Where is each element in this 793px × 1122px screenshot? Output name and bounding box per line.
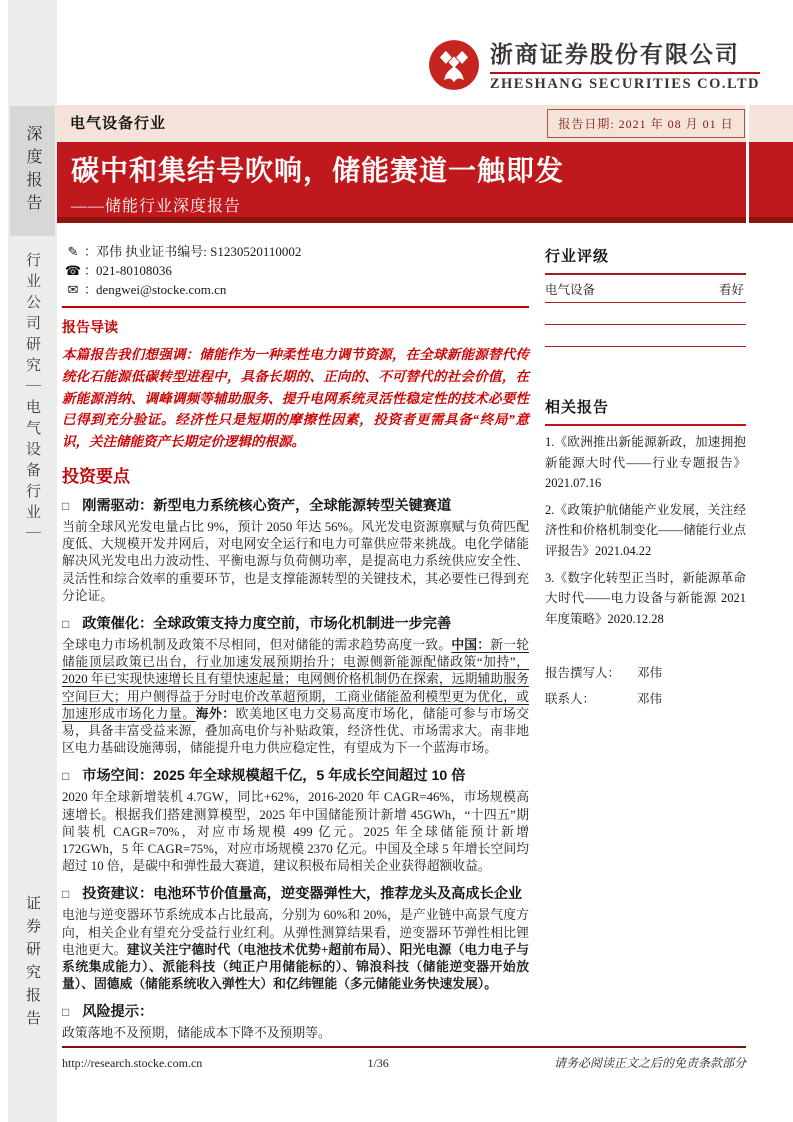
company-logo [428, 36, 760, 93]
square-bullet-icon: □ [62, 887, 70, 902]
content-area [62, 237, 746, 1045]
analyst-contact-block [62, 237, 529, 299]
author-name: 邓伟 [637, 666, 663, 681]
zheshang-logo-icon [428, 39, 480, 91]
phone-icon: ☎ [64, 263, 82, 278]
b4-seg-plain: 电池与逆变器环节系统成本占比最高，分别为 60%和 20%，是产业链中高景气度方向，相关企业有望充分受益行业红利。从弹性测算结果看，逆变器环节弹性相比锂电池更大。 [62, 908, 529, 957]
email-address[interactable]: dengwei@stocke.com.cn [96, 282, 227, 297]
phone-number: 021-80108036 [96, 263, 172, 278]
authors-block [545, 660, 746, 712]
bullet-3-title-text: 市场空间：2025 年全球规模超千亿，5 年成长空间超过 10 倍 [82, 768, 466, 785]
report-subtitle: ——储能行业深度报告 [71, 198, 242, 215]
contact-person-row [545, 686, 746, 712]
b2-seg-china: 中国： [451, 638, 491, 652]
company-name-en: ZHESHANG SECURITIES CO.LTD [489, 76, 760, 92]
intro-paragraph: 本篇报告我们想强调：储能作为一种柔性电力调节资源，在全球新能源替代传统化石能源低碳转型进程中，具备长期的、正向的、不可替代的社会价值，在新能源消纳、调峰调频等辅助服务、提升电网系统灵活性稳定性的技术必要性已得到充分验证。经济性只是短期的摩擦性因素，投资者更需具备“终局”意识，关注储能资产长期定价逻辑的根源。 [62, 347, 529, 450]
left-sidebar [8, 0, 57, 1122]
rating-industry: 电气设备 [545, 283, 596, 297]
b2-seg-plain: 全球电力市场机制及政策不尽相同，但对储能的需求趋势高度一致。 [62, 638, 452, 652]
intro-heading: 报告导读 [62, 319, 118, 335]
colon: ： [84, 263, 98, 278]
depth-report-tag [10, 106, 55, 236]
bullet-2-title-text: 政策催化：全球政策支持力度空前，市场化机制进一步完善 [82, 616, 452, 632]
bullet-3-title [62, 765, 529, 785]
envelope-icon: ✉ [67, 282, 79, 297]
title-banner [57, 142, 793, 223]
sidebar-research-label: 证券研究报告 [24, 895, 40, 1033]
banner-divider [746, 105, 749, 229]
bullet-3-body: 2020 年全球新增装机 4.7GW，同比+62%，2016-2020 年 CAGR=46%，市场规模高速增长。根据我们搭建测算模型，2025 年中国储能预计新增 45GWh，“十四五”期间装机 CAGR=70%，对应市场规模 499 亿元。2025 年全球储能预计新增 172GWh，5 年 CAGR=75%，对应市场规模 2370 亿元。中国及全球 5 年增长空间均超过 10 倍，是碳中和弹性最大赛道，建议积极布局相关企业获得超额收益。 [62, 790, 529, 874]
main-column [62, 237, 529, 1045]
page-footer [62, 1046, 746, 1071]
bullet-1-title-text: 刚需驱动：新型电力系统核心资产，全球能源转型关键赛道 [82, 497, 452, 514]
rating-empty-row [545, 303, 746, 325]
bullet-5-title [62, 1001, 529, 1021]
rating-empty-row [545, 325, 746, 347]
b2-seg-overseas-detail: 欧美地区电力交易高度市场化，储能可参与市场交易，具备丰富受益来源，叠加高电价与补贴政策，经济性优、市场需求大。南非地区电力基础设施薄弱，储能提升电力供应稳定性，有望成为下一个蓝海市场。 [62, 706, 530, 756]
depth-report-label: 深度报告 [24, 125, 41, 217]
page-number: 1/36 [367, 1056, 389, 1070]
disclaimer-note: 请务必阅读正文之后的免责条款部分 [553, 1056, 746, 1070]
phone-row [62, 261, 529, 280]
report-date-box: 报告日期: 2021 年 08 月 01 日 [547, 109, 745, 138]
bullet-1-body: 当前全球风光发电量占比 9%，预计 2050 年达 56%。风光发电资源禀赋与负荷匹配度低、大规模开发并网后，对电网安全运行和电力可靠供应带来挑战。电化学储能解决风光发电出力波动性、平衡电源与负荷侧功率，是提高电力系统供应安全性、灵活性和综合效率的重要环节，也是支撑能源转型的关键技术，其必要性已得到充分论证。 [62, 519, 529, 603]
sidebar-column [545, 237, 746, 1045]
rating-value: 看好 [718, 283, 744, 297]
b2-seg-china-detail: 新一轮储能顶层政策已出台，行业加速发展预期抬升；电源侧新能源配储政策“加持”，2020 年已实现快速增长且有望快速起量；电网侧价格机制仍在探索，远期辅助服务空间巨大；用户侧得益于分时电价改革超预期，工商业储能盈利模型更为优化，或加速形成市场化力量。 [62, 638, 530, 721]
industry-title: 电气设备行业 [70, 115, 167, 132]
related-report-item[interactable]: 2.《政策护航储能产业发展，关注经济性和价格机制变化——储能行业点评报告》2021.04.22 [545, 502, 746, 558]
bullet-2-body [62, 637, 529, 757]
related-report-item[interactable]: 3.《数字化转型正当时，新能源革命大时代——电力设备与新能源 2021 年度策略》2020.12.28 [545, 570, 746, 626]
bullet-4-title [62, 883, 529, 903]
colon: ： [84, 244, 98, 259]
header-strip [57, 105, 793, 142]
square-bullet-icon: □ [62, 617, 70, 631]
contact-person-name: 邓伟 [637, 692, 663, 707]
author-row [545, 660, 746, 686]
related-report-item[interactable]: 1.《欧洲推出新能源新政，加速拥抱新能源大时代——行业专题报告》2021.07.16 [545, 435, 746, 491]
colon: ： [84, 282, 98, 297]
bullet-5-body: 政策落地不及预期，储能成本下降不及预期等。 [62, 1026, 331, 1041]
bullet-5-title-text: 风险提示： [82, 1004, 154, 1021]
square-bullet-icon: □ [62, 1005, 70, 1020]
contact-divider [62, 306, 529, 308]
square-bullet-icon: □ [62, 769, 70, 784]
research-url[interactable]: http://research.stocke.com.cn [62, 1056, 203, 1070]
analyst-row [62, 242, 529, 261]
b2-seg-overseas: 海外： [195, 706, 236, 721]
company-name-cn: 浙商证券股份有限公司 [490, 36, 760, 74]
contact-person-label: 联系人： [545, 692, 596, 707]
bullet-4-title-text: 投资建议：电池环节价值量高，逆变器弹性大，推荐龙头及高成长企业 [82, 886, 523, 903]
bullet-4-body [62, 907, 529, 993]
bullet-1-title [62, 495, 529, 515]
analyst-name-license: 邓伟 执业证书编号: S1230520110002 [96, 244, 302, 259]
sidebar-category-label: 行业公司研究｜电气设备行业｜ [24, 252, 40, 546]
email-row [62, 280, 529, 299]
bullet-2-title [62, 613, 529, 633]
b4-seg-recommendations: 建议关注宁德时代（电池技术优势+超前布局）、阳光电源（电力电子与系统集成能力）、派能科技（纯正户用储能标的）、锦浪科技（储能逆变器开始放量）、固德威（储能系统收入弹性大）和亿纬锂能（多元储能业务快速发展）。 [62, 942, 530, 992]
keypoints-heading: 投资要点 [62, 466, 130, 486]
company-name-block [490, 36, 760, 93]
related-reports-heading: 相关报告 [545, 396, 746, 426]
pen-icon: ✎ [67, 244, 79, 259]
rating-heading: 行业评级 [545, 245, 746, 275]
report-title: 碳中和集结号吹响，储能赛道一触即发 [71, 155, 565, 186]
rating-row [545, 275, 746, 303]
author-label: 报告撰写人： [545, 666, 621, 681]
square-bullet-icon: □ [62, 498, 70, 513]
